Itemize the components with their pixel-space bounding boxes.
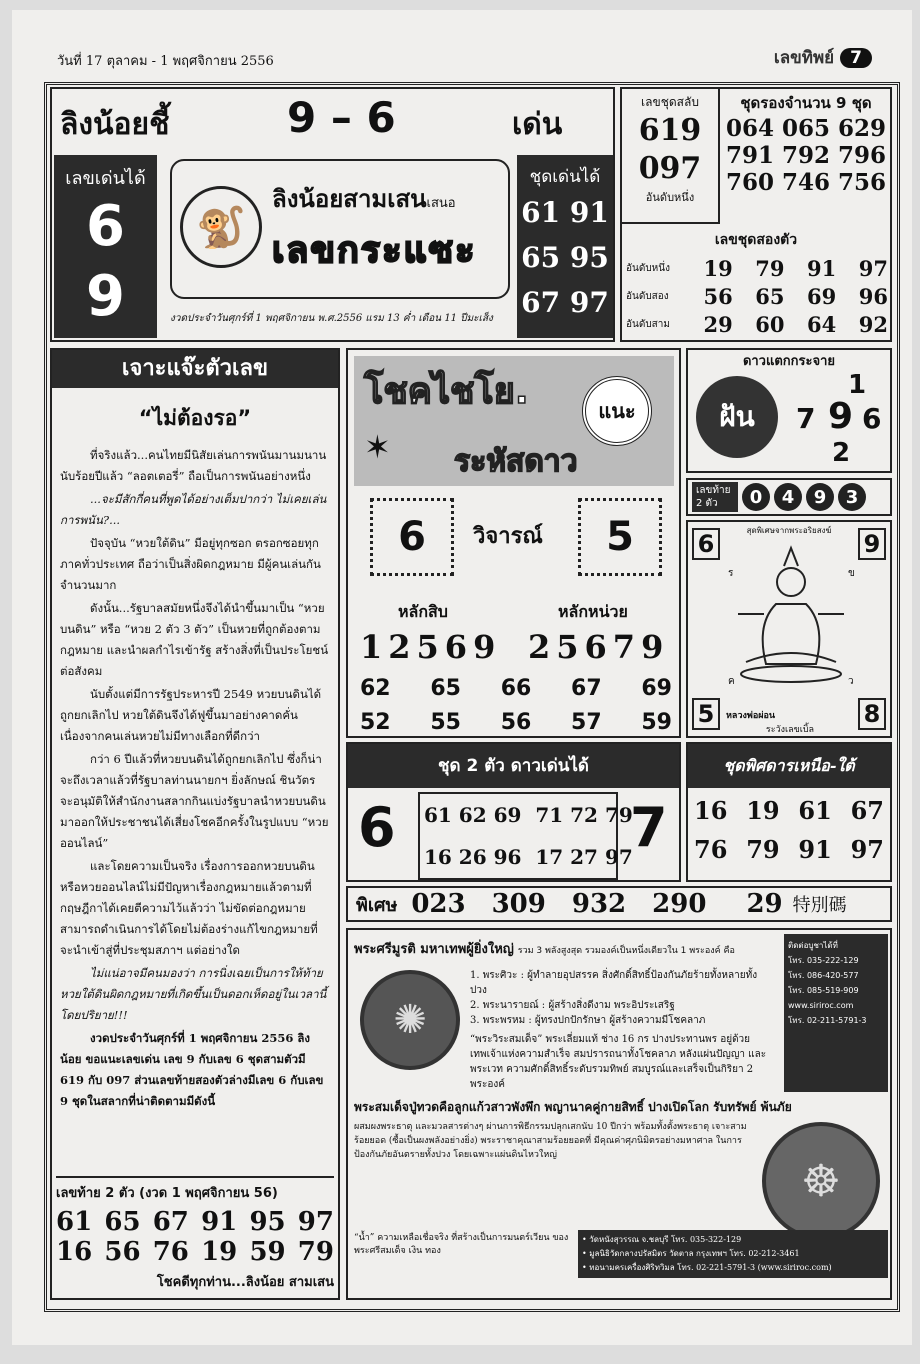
bonus-cn: 特別碼 [792, 895, 847, 916]
tail-ball: 4 [774, 483, 802, 511]
two-num: 60 [755, 311, 785, 337]
star-block [686, 348, 892, 473]
tail-ball: 0 [742, 483, 770, 511]
right-numbers-panel [517, 155, 613, 338]
tail-row-2 [56, 1237, 334, 1267]
lucky-num: 67 [571, 676, 602, 701]
tail-num: 97 [297, 1207, 334, 1237]
yantra-mark: ร [728, 568, 734, 579]
ad-title-line [354, 938, 784, 959]
special-num: 97 [850, 835, 884, 864]
lucky-grid-row-1 [360, 672, 672, 706]
right-label: ชุดเด่นได้ [529, 167, 601, 187]
two-num: 56 [703, 283, 733, 309]
tail-num: 61 [56, 1207, 93, 1237]
left-num-2: 9 [86, 264, 125, 329]
buddha-coin-icon: ☸ [762, 1122, 880, 1240]
page-number: 7 [840, 48, 872, 68]
ad-body2: ผสมผงพระธาตุ และมวลสารต่างๆ ผ่านการพิธีกรรมปลุกเสกนับ 10 ปีกว่า พร้อมทั้งตั้งพระธาตุ เจาะสามร้อยยอด (ซื้อเป็นผงพลังอย่างยิ่ง) พระราชาคุณาสามร้อยยอดที่ มีคุณค่าศุภนิมิตรอย่างมหาศาล ในการ ป้องกันภัยอันตรายทั้งปวง โดยเฉพาะแผ่นดินไหวใหญ่ [354, 1122, 747, 1160]
lucky-mid: วิจารณ์ [473, 524, 543, 549]
star-digit-center: 9 [828, 396, 854, 437]
ad-contact: • ทอนามครเครื่องศิริทวิมล โทร. 02-221-5791-3 (www.siriroc.com) [582, 1263, 832, 1272]
rows-line-2 [722, 142, 890, 169]
ad-side-line: โทร. 02-211-5791-3 [788, 1016, 867, 1025]
lucky-badge: แนะ [582, 376, 652, 446]
bonus-num: 309 [491, 889, 546, 919]
set-792: 792 [781, 142, 830, 169]
article-para: ที่จริงแล้ว...คนไทยมีนิสัยเล่นการพนันมานมนานนับร้อยปีแล้ว “ลอตเตอรี่” ถือเป็นการพนันอย่างหนึ่ง [60, 448, 327, 483]
special-row-2 [688, 825, 890, 864]
rows-panel [722, 91, 890, 196]
monk-figure-icon [736, 544, 846, 684]
two-row-3 [626, 310, 888, 338]
lucky-left: 6 [370, 498, 454, 576]
swap-num-1: 619 [638, 113, 702, 148]
star-digit-right: 6 [862, 402, 882, 435]
right-num-1: 61 91 [521, 196, 609, 229]
star-digit-top: 1 [848, 370, 867, 400]
brand-line1 [272, 179, 456, 218]
set2-rows [418, 792, 633, 880]
lucky-right: 5 [578, 498, 662, 576]
tail-num: 56 [104, 1237, 141, 1267]
article-para: ดังนั้น...รัฐบาลสมัยหนึ่งจึงได้นำขึ้นมาเป็น “หวยบนดิน” หรือ “หวย 2 ตัว 3 ตัว” เป็นหวยที่ถูกต้องตามกฎหมาย และนำผลกำไรเข้ารัฐ สร้างสิ่งที่เป็นประโยชน์ต่อสังคม [60, 601, 329, 678]
lucky-grid-row-2 [360, 706, 672, 740]
two-num: 69 [807, 283, 837, 309]
tail-balls-label: เลขท้าย 2 ตัว [692, 482, 738, 512]
left-numbers-panel [54, 155, 157, 338]
rows-label: ชุดรองจำนวน 9 ชุด [740, 94, 872, 112]
tail-sign: โชคดีทุกท่าน...ลิงน้อย สามเสน [156, 1275, 334, 1290]
special-num: 67 [850, 796, 884, 825]
ad-side-line: โทร. 035-222-129 [788, 956, 859, 965]
tail-num: 76 [152, 1237, 189, 1267]
tens-digits: 12569 [360, 628, 502, 666]
amulet-coin-icon: ✺ [360, 970, 460, 1070]
monk-block [686, 520, 892, 738]
units-label: หลักหน่วย [558, 602, 628, 621]
brand-line2: เลขกระแซะ [272, 230, 477, 271]
tail-ball: 3 [838, 483, 866, 511]
special-num: 79 [746, 835, 780, 864]
monk-caption: ระวังเลขเบิ้ล [765, 725, 815, 735]
article-body [52, 445, 338, 1112]
lucky-banner [354, 356, 674, 486]
lucky-num: 52 [360, 710, 391, 735]
tail-num: 59 [249, 1237, 286, 1267]
lucky-num: 59 [641, 710, 672, 735]
corner-top-right: 9 [858, 528, 886, 560]
article-para: นับตั้งแต่มีการรัฐประหารปี 2549 หวยบนดินได้ถูกยกเลิกไป หวยใต้ดินจึงได้ฟูขึ้นมาอย่างคาดคั่นเนื่องจากคนเล่นหวยไม่มีทางเลือกที่ดีกว่า [60, 687, 322, 743]
right-num-2: 65 95 [521, 241, 609, 274]
tail-label: เลขท้าย 2 ตัว (งวด 1 พฤศจิกายน 56) [56, 1186, 278, 1201]
star-digit-left: 7 [796, 402, 816, 435]
set-746: 746 [781, 169, 830, 196]
two-label: เลขชุดสองตัว [714, 232, 798, 248]
article-para: และโดยความเป็นจริง เรื่องการออกหวยบนดินหรือหวยออนไลน์ไม่มีปัญหาเรื่องกฎหมายแล้วตามที่ กฤษฎีกาได้เคยตีความไว้แล้วว่า ไม่ขัดต่อกฎหมาย สามารถดำเนินการได้โดยไม่ต้องร่างแก้ไขกฎหมายที่จะนำเข้าสู่ที่ประชุมสภาฯ แต่อย่างใด [60, 859, 318, 957]
ad-side-line: ติดต่อบูชาได้ที่ [788, 941, 838, 950]
article-para: ปัจจุบัน “หวยใต้ดิน” มีอยู่ทุกซอก ตรอกซอยทุกภาคทั่วประเทศ ถือว่าเป็นสิ่งผิดกฎหมาย มีผู้คนเล่นกันจำนวนมาก [60, 536, 321, 592]
rows-line-3 [722, 169, 890, 196]
special-num: 19 [746, 796, 780, 825]
star-burst-icon: ✶ [364, 428, 391, 466]
article-para: ไม่แน่อาจมีคนมองว่า การนิ่งเฉยเป็นการให้ท้ายหวยใต้ดินผิดกฎหมายที่เกิดขึ้นเป็นดอกเห็ดอยู่ในเวลานี้โดยปริยาย!!! [60, 966, 327, 1022]
ad-item: 3. พระพรหม : ผู้ทรงปกปักรักษา ผู้สร้างความมีโชคลาภ [470, 1015, 706, 1026]
two-num: 92 [858, 311, 888, 337]
right-num-3: 67 97 [521, 286, 609, 319]
article-summary: งวดประจำวันศุกร์ที่ 1 พฤศจิกายน 2556 ลิงน้อย ขอแนะเลขเด่น เลข 9 กับเลข 6 ชุดสามตัวมี 619 กับ 097 ส่วนเลขท้ายสองตัวล่างมีเลข 6 กับเลข 9 ชุดในสลากที่น่าติดตามมีดังนี้ [60, 1031, 324, 1108]
swap-rank: อันดับหนึ่ง [645, 191, 695, 204]
hero-title: ลิงน้อยชี้ [60, 107, 170, 142]
set2-block [346, 742, 681, 882]
bonus-label: พิเศษ [356, 894, 398, 916]
star-digit-bottom: 2 [832, 438, 851, 468]
set2-label: ชุด 2 ตัว ดาวเด่นได้ [348, 744, 679, 788]
ad-body3: “น้ำ” ความเหลือเชื่อจริง ที่สร้างเป็นการมนตร์เวียน ของพระศรีสมเด็จ เงิน ทอง [354, 1233, 569, 1256]
swap-panel [622, 89, 720, 224]
corner-top-left: 6 [692, 528, 720, 560]
set2-right: 7 [630, 796, 668, 859]
ad-note: “พระวิระสมเด็จ” พระเลี่ยมแท้ ช่าง 16 กร ปางประทานพร อยู่ด้วยเทพเจ้าแห่งความสำเร็จ สมปรารถนาทั้งโชคลาภ หลังแผ่นปัญญา และพระเวท ความศักดิ์สิทธิ์ระดับรวมทิพย์ สมบูรณ์และเสร็จเป็นกิริยา 2 พระองค์ [470, 1034, 767, 1090]
set-629: 629 [837, 115, 886, 142]
brand-label: เลขทิพย์ [773, 48, 835, 68]
tail-num: 16 [56, 1237, 93, 1267]
special-block [686, 742, 892, 882]
swap-label: เลขชุดสลับ [641, 95, 699, 109]
hero-suffix: เด่น [512, 107, 563, 142]
ad-side-line: โทร. 085-519-909 [788, 986, 859, 995]
ad-item: 2. พระนารายณ์ : ผู้สร้างสิ่งดีงาม พระอิประเสริฐ [470, 1000, 675, 1011]
article-title: เจาะแจ๊ะตัวเลข [52, 350, 338, 388]
set2-row-1: 61 62 69 71 72 79 [424, 803, 633, 827]
yantra-mark: ค [728, 676, 735, 687]
unit-digits: 25679 [528, 628, 670, 666]
ad-items [470, 968, 770, 1092]
two-row-1 [626, 254, 888, 282]
lucky-sub: ระหัสดาว [454, 444, 578, 479]
bonus-bar [346, 886, 892, 922]
set-760: 760 [726, 169, 775, 196]
star-logo: ฝัน [696, 376, 778, 458]
bonus-num: 290 [652, 889, 707, 919]
tail-num: 19 [201, 1237, 238, 1267]
set-065: 065 [781, 115, 830, 142]
ad-side-line: www.siriroc.com [788, 1001, 854, 1010]
sets-block [620, 87, 892, 342]
ad-item: 1. พระศิวะ : ผู้ทำลายอุปสรรค สิ่งศักดิ์สิทธิ์ป้องกันภัยร้ายทั้งหลายทั้งปวง [470, 970, 758, 996]
article-column [50, 348, 340, 1300]
lucky-num: 56 [500, 710, 532, 735]
left-num-1: 6 [86, 194, 125, 259]
yantra-mark: ข [848, 568, 855, 579]
lucky-num: 55 [430, 710, 461, 735]
lucky-title: โชคไชโย. [364, 371, 529, 412]
lucky-num: 65 [430, 676, 461, 701]
ad-contacts [578, 1230, 888, 1278]
article-subtitle: “ไม่ต้องรอ” [138, 406, 252, 430]
bonus-two: 29 [746, 889, 783, 919]
swap-num-2: 097 [638, 151, 702, 186]
magazine-brand [774, 44, 872, 71]
lucky-num: 62 [360, 676, 391, 701]
lucky-block [346, 348, 681, 738]
special-num: 16 [694, 796, 728, 825]
ad-side-line: โทร. 086-420-577 [788, 971, 859, 980]
two-rank-3: อันดับสาม [626, 318, 670, 330]
hero-block [50, 87, 615, 342]
article-para: ...จะมีสักกี่คนที่พูดได้อย่างเต็มปากว่า ไม่เคยเล่นการพนัน?... [60, 492, 327, 527]
two-num: 29 [703, 311, 733, 337]
corner-bottom-right: 8 [858, 698, 886, 730]
special-row-1 [688, 788, 890, 825]
two-table [626, 254, 888, 338]
ad-sidebar [784, 934, 888, 1092]
issue-date: วันที่ 17 ตุลาคม - 1 พฤศจิกายน 2556 [57, 54, 274, 69]
tail-num: 65 [104, 1207, 141, 1237]
tail-block [56, 1176, 334, 1292]
two-num: 91 [807, 255, 837, 281]
two-rank-1: อันดับหนึ่ง [626, 262, 670, 274]
lucky-grid [360, 672, 672, 740]
tens-label: หลักสิบ [398, 602, 448, 621]
ad-contact: • มูลนิธิวัดกลางปรัสมิตร วัดตาล กรุงเทพฯ โทร. 02-212-3461 [582, 1249, 800, 1258]
ad-title-rest: รวม 3 พลังสูงสุด รวมองค์เป็นหนึ่งเดียวใน 1 พระองค์ คือ [517, 946, 735, 956]
set-756: 756 [837, 169, 886, 196]
tail-num: 79 [297, 1237, 334, 1267]
yantra-mark: ว [848, 676, 854, 687]
star-title: ดาวแตกกระจาย [742, 354, 836, 369]
ad-title: พระศรีมูรติ มหาเทพผู้ยิ่งใหญ่ [354, 942, 514, 957]
two-num: 79 [755, 255, 785, 281]
brand-present: เสนอ [426, 196, 456, 211]
special-num: 76 [694, 835, 728, 864]
ad-title2: พระสมเด็จปู่ทวดคือลูกแก้วสาวพังพึก พญานาคคู่กายสิทธิ์ ปางเปิดโลก รับทรัพย์ พ้นภัย [354, 1100, 792, 1114]
hero-pair: 9 – 6 [287, 93, 396, 142]
tail-num: 91 [201, 1207, 238, 1237]
rows-line-1 [722, 115, 890, 142]
two-rank-2: อันดับสอง [626, 290, 669, 302]
tail-ball: 9 [806, 483, 834, 511]
tail-row-1 [56, 1207, 334, 1237]
two-num: 96 [858, 283, 888, 309]
two-num: 97 [858, 255, 888, 281]
hero-caption: งวดประจำวันศุกร์ที่ 1 พฤศจิกายน พ.ศ.2556 แรม 13 ค่ำ เดือน 11 ปีมะเส็ง [170, 313, 493, 324]
two-num: 65 [755, 283, 785, 309]
set-791: 791 [726, 142, 775, 169]
lucky-num: 66 [500, 676, 532, 701]
two-row-2 [626, 282, 888, 310]
corner-bottom-left: 5 [692, 698, 720, 730]
monk-top: สุดพิเศษจากพระอริยสงฆ์ [746, 526, 832, 535]
lucky-num: 57 [571, 710, 602, 735]
lucky-num: 69 [641, 676, 672, 701]
set-064: 064 [726, 115, 775, 142]
set2-row-2: 16 26 96 17 27 97 [424, 845, 633, 869]
two-num: 19 [703, 255, 733, 281]
bonus-num: 932 [571, 889, 627, 919]
set-796: 796 [837, 142, 886, 169]
special-num: 91 [798, 835, 832, 864]
tail-num: 67 [152, 1207, 189, 1237]
brand-panel [170, 159, 510, 299]
brand-line1-text: ลิงน้อยสามเสน [272, 185, 427, 213]
special-num: 61 [798, 796, 832, 825]
monkey-logo-icon: 🐒 [180, 186, 262, 268]
bonus-num: 023 [411, 889, 466, 919]
tail-balls [686, 478, 892, 516]
two-num: 64 [807, 311, 837, 337]
tail-num: 95 [249, 1207, 286, 1237]
special-label: ชุดพิศดารเหนือ-ใต้ [688, 744, 890, 788]
monk-name: หลวงพ่อผ่อน [726, 711, 776, 721]
set2-left: 6 [358, 796, 396, 859]
left-label: เลขเด่นได้ [65, 168, 146, 189]
article-para: กว่า 6 ปีแล้วที่หวยบนดินได้ถูกยกเลิกไป ซึ่งก็น่าจะถึงเวลาแล้วที่รัฐบาลท่านนายกฯ ยิ่งลักษณ์ ชินวัตร จะอนุมัติให้สำนักงานสลากกินแบ่งรัฐบาลนำหวยบนดินมาออกให้ประชาชนได้เสี่ยงโชคอีกครั้งในรูปแบบ “หวยออนไลน์” [60, 752, 329, 850]
ad-contact: • วัดหนังสุวรรณ จ.ชลบุรี โทร. 035-322-129 [582, 1235, 742, 1244]
ad-block [346, 928, 892, 1300]
magazine-page [12, 10, 912, 1345]
